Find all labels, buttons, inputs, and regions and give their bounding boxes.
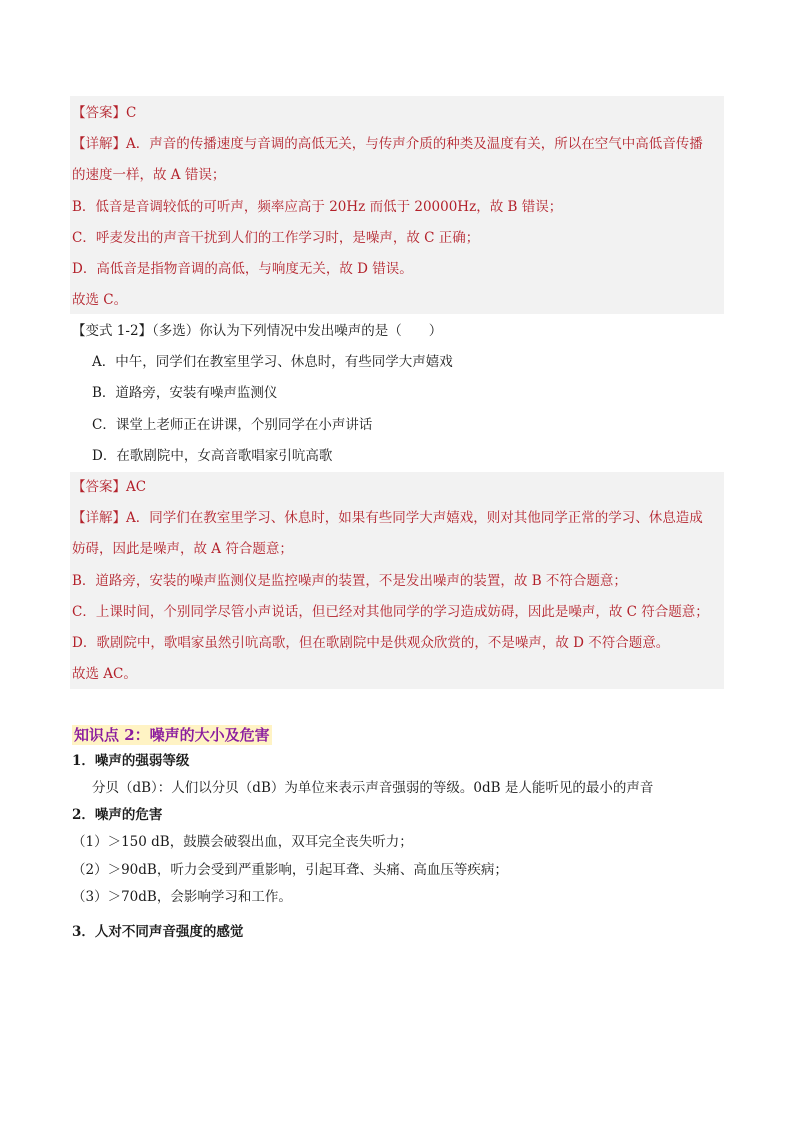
- q2-answer: 【答案】AC: [72, 479, 147, 495]
- q1-detail-a-line2: 的速度一样，故 A 错误；: [72, 167, 226, 183]
- q1-answer: 【答案】C: [72, 105, 137, 121]
- section2-item-3: （3）＞70dB，会影响学习和工作。: [72, 889, 292, 905]
- section3-title: 3．人对不同声音强度的感觉: [72, 924, 244, 940]
- q2-option-b: B．道路旁，安装有噪声监测仪: [92, 385, 278, 401]
- q2-detail-d: D．歌剧院中，歌唱家虽然引吭高歌，但在歌剧院中是供观众欣赏的，不是噪声，故 D 不符合题意。: [72, 635, 670, 651]
- knowledge-point-title: 知识点 2：噪声的大小及危害: [74, 726, 270, 744]
- q2-detail-a-line2: 妨碍，因此是噪声，故 A 符合题意；: [72, 541, 293, 557]
- section2-item-1: （1）＞150 dB，鼓膜会破裂出血，双耳完全丧失听力；: [72, 834, 413, 850]
- q1-detail-b: B．低音是音调较低的可听声，频率应高于 20Hz 而低于 20000Hz，故 B 错误；: [72, 199, 563, 215]
- q1-detail-c: C．呼麦发出的声音干扰到人们的工作学习时，是噪声，故 C 正确；: [72, 230, 480, 246]
- q1-choose: 故选 C。: [72, 292, 128, 308]
- section1-text: 分贝（dB）：人们以分贝（dB）为单位来表示声音强弱的等级。0dB 是人能听见的最小的声音: [92, 780, 654, 796]
- q2-option-d: D．在歌剧院中，女高音歌唱家引吭高歌: [92, 448, 333, 464]
- section2-title: 2．噪声的危害: [72, 807, 163, 823]
- q2-detail-b: B．道路旁，安装的噪声监测仪是监控噪声的装置，不是发出噪声的装置，故 B 不符合题意；: [72, 573, 627, 589]
- q2-title: 【变式 1-2】（多选）你认为下列情况中发出噪声的是（ ）: [72, 323, 443, 339]
- q2-choose: 故选 AC。: [72, 666, 137, 682]
- q2-detail-a-line1: 【详解】A．同学们在教室里学习、休息时，如果有些同学大声嬉戏，则对其他同学正常的学习、休息造成: [72, 510, 703, 526]
- q2-detail-c: C．上课时间，个别同学尽管小声说话，但已经对其他同学的学习造成妨碍，因此是噪声，故 C 符合题意；: [72, 604, 709, 620]
- q1-detail-d: D．高低音是指物音调的高低，与响度无关，故 D 错误。: [72, 261, 413, 277]
- section2-item-2: （2）＞90dB，听力会受到严重影响，引起耳聋、头痛、高血压等疾病；: [72, 862, 508, 878]
- section1-title: 1．噪声的强弱等级: [72, 753, 190, 769]
- q1-detail-a-line1: 【详解】A．声音的传播速度与音调的高低无关，与传声介质的种类及温度有关，所以在空气中高低音传播: [72, 136, 703, 152]
- q2-option-a: A．中午，同学们在教室里学习、休息时，有些同学大声嬉戏: [92, 354, 453, 370]
- q2-option-c: C．课堂上老师正在讲课，个别同学在小声讲话: [92, 417, 373, 433]
